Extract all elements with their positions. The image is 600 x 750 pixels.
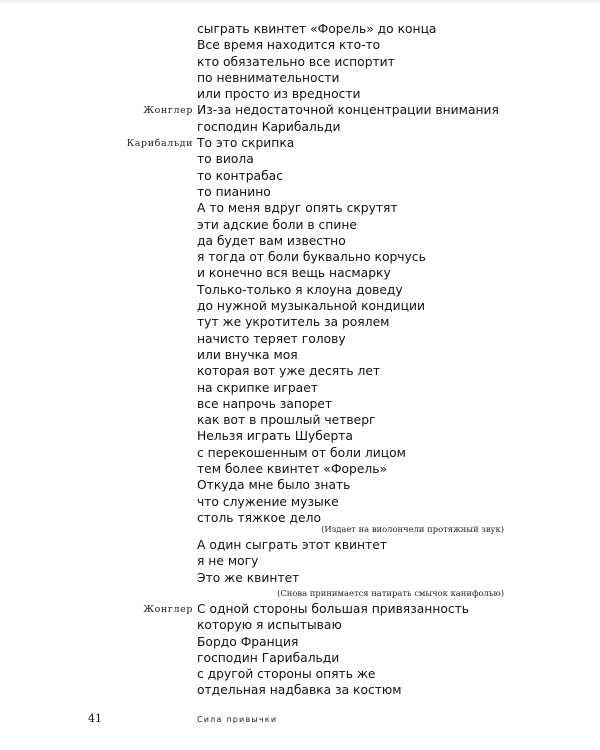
script-line xyxy=(0,477,600,493)
script-line xyxy=(0,570,600,586)
line-text: эти адские боли в спине xyxy=(197,217,357,232)
speaker-name: Карибальди xyxy=(126,138,193,150)
script-line xyxy=(0,37,600,53)
dialogue-block-2 xyxy=(0,537,600,586)
script-line xyxy=(0,380,600,396)
script-line xyxy=(0,634,600,650)
script-line xyxy=(0,461,600,477)
line-text: сыграть квинтет «Форель» до конца xyxy=(197,22,437,36)
script-line xyxy=(0,21,600,37)
script-line xyxy=(0,331,600,347)
line-text: или внучка моя xyxy=(197,347,298,362)
script-line xyxy=(0,314,600,330)
line-text: то виола xyxy=(197,152,254,167)
line-text: То это скрипка xyxy=(197,136,295,151)
script-line xyxy=(0,184,600,200)
line-text: до нужной музыкальной кондиции xyxy=(197,299,425,314)
dialogue-block-1 xyxy=(0,21,600,526)
line-text: как вот в прошлый четверг xyxy=(197,413,376,428)
line-text: то контрабас xyxy=(197,168,283,183)
script-line xyxy=(0,682,600,698)
line-text: А то меня вдруг опять скрутят xyxy=(197,201,398,216)
script-line xyxy=(0,617,600,633)
line-text: на скрипке играет xyxy=(197,380,318,395)
line-text: А один сыграть этот квинтет xyxy=(197,538,387,552)
script-line xyxy=(0,537,600,553)
line-text: Только-только я клоуна доведу xyxy=(197,282,403,297)
line-text: Все время находится кто-то xyxy=(197,38,381,53)
script-line xyxy=(0,412,600,428)
script-line xyxy=(0,119,600,135)
script-line xyxy=(0,396,600,412)
script-line xyxy=(0,553,600,569)
line-text: Бордо Франция xyxy=(197,634,299,649)
script-line xyxy=(0,249,600,265)
stage-direction-rosin: (Снова принимается натирать смычок канифолью) xyxy=(277,588,504,598)
script-line xyxy=(0,233,600,249)
script-line xyxy=(0,363,600,379)
line-text: с перекошенным от боли лицом xyxy=(197,445,406,460)
script-line xyxy=(0,347,600,363)
script-line xyxy=(0,265,600,281)
line-text: тут же укротитель за роялем xyxy=(197,315,390,330)
line-text: да будет вам известно xyxy=(197,233,346,248)
script-line xyxy=(0,298,600,314)
script-line xyxy=(0,54,600,70)
line-text: Из-за недостаточной концентрации внимания xyxy=(197,103,499,118)
line-text: господин Гарибальди xyxy=(197,650,340,665)
script-line xyxy=(0,601,600,617)
script-line xyxy=(0,200,600,216)
line-text: господин Карибальди xyxy=(197,119,341,134)
script-line xyxy=(0,510,600,526)
line-text: отдельная надбавка за костюм xyxy=(197,683,402,698)
top-edge-shadow xyxy=(0,0,600,4)
script-line xyxy=(0,428,600,444)
script-line xyxy=(0,102,600,118)
line-text: Откуда мне было знать xyxy=(197,478,351,493)
stage-direction-cello: (Издает на виолончели протяжный звук) xyxy=(321,524,504,534)
line-text: тем более квинтет «Форель» xyxy=(197,462,388,477)
script-line xyxy=(0,282,600,298)
line-text: или просто из вредности xyxy=(197,87,361,102)
script-line xyxy=(0,86,600,102)
line-text: то пианино xyxy=(197,184,271,199)
line-text: и конечно вся вещь насмарку xyxy=(197,266,391,281)
line-text: я не могу xyxy=(197,554,259,569)
line-text: начисто теряет голову xyxy=(197,331,346,346)
script-line xyxy=(0,494,600,510)
line-text: которая вот уже десять лет xyxy=(197,364,381,379)
line-text: по невнимательности xyxy=(197,70,340,85)
script-line xyxy=(0,135,600,151)
dialogue-block-3 xyxy=(0,601,600,699)
line-text: Нельзя играть Шуберта xyxy=(197,429,353,444)
speaker-name: Жонглер xyxy=(143,604,193,615)
running-title: Сила привычки xyxy=(197,715,278,724)
line-text: все напрочь запорет xyxy=(197,396,333,411)
line-text: я тогда от боли буквально корчусь xyxy=(197,250,426,265)
line-text: что служение музыке xyxy=(197,494,339,509)
page-number: 41 xyxy=(88,712,102,725)
speaker-name: Жонглер xyxy=(143,105,193,117)
script-line xyxy=(0,650,600,666)
script-line xyxy=(0,151,600,167)
line-text: кто обязательно все испортит xyxy=(197,54,395,69)
line-text: Это же квинтет xyxy=(197,570,300,585)
script-line xyxy=(0,666,600,682)
line-text: С одной стороны большая привязанность xyxy=(197,602,470,616)
script-line xyxy=(0,445,600,461)
script-line xyxy=(0,168,600,184)
line-text: с другой стороны опять же xyxy=(197,667,376,682)
script-line xyxy=(0,70,600,86)
line-text: столь тяжкое дело xyxy=(197,510,321,525)
line-text: которую я испытываю xyxy=(197,618,342,633)
script-line xyxy=(0,217,600,233)
